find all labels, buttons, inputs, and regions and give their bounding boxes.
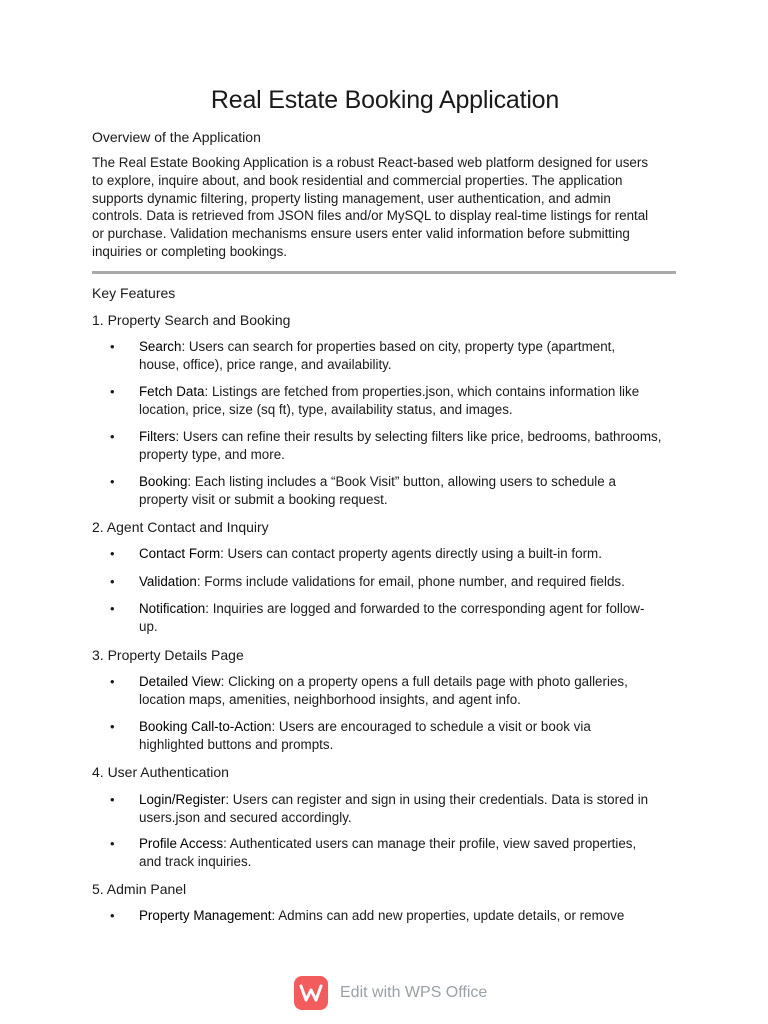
feature-desc: house, office), price range, and availability. (139, 356, 392, 372)
bullet-icon: • (110, 908, 115, 923)
feature-desc: : Users can contact property agents directly using a built-in form. (220, 546, 602, 561)
bullet-icon: • (110, 836, 115, 851)
feature-term: Filters (139, 429, 176, 444)
feature-desc: : Each listing includes a “Book Visit” button, allowing users to schedule a (187, 474, 616, 489)
feature-term: Login/Register (139, 792, 226, 807)
feature-desc: : Users can register and sign in using their credentials. Data is stored in (225, 792, 649, 807)
edit-with-wps-label[interactable]: Edit with WPS Office (340, 984, 488, 1001)
feature-desc: property type, and more. (139, 446, 285, 462)
bullet-icon: • (110, 474, 115, 489)
feature-term: Detailed View (139, 674, 221, 689)
bullet-icon: • (110, 792, 115, 807)
overview-line: to explore, inquire about, and book residential and commercial properties. The application (92, 172, 623, 188)
feature-term: Booking (139, 474, 188, 489)
section-heading: 1. Property Search and Booking (92, 312, 291, 328)
bullet-icon: • (110, 674, 115, 689)
feature-desc: users.json and secured accordingly. (139, 809, 352, 825)
feature-term: Booking Call-to-Action (139, 719, 272, 734)
wps-office-logo-icon (294, 976, 328, 1010)
feature-desc: up. (139, 618, 158, 634)
overview-paragraph (92, 154, 648, 261)
feature-term: Notification (139, 601, 206, 616)
section-heading: 5. Admin Panel (92, 881, 187, 897)
feature-term: Profile Access (139, 836, 224, 851)
overview-line: inquiries or completing bookings. (92, 243, 288, 259)
key-features-heading: Key Features (92, 285, 176, 301)
bullet-icon: • (110, 429, 115, 444)
bullet-icon: • (110, 601, 115, 616)
section-heading: 3. Property Details Page (92, 647, 244, 663)
feature-desc: and track inquiries. (139, 853, 252, 869)
feature-term: Search (139, 339, 182, 354)
document-title: Real Estate Booking Application (210, 86, 560, 114)
section-heading: 2. Agent Contact and Inquiry (92, 519, 269, 535)
bullet-icon: • (110, 574, 115, 589)
bullet-icon: • (110, 546, 115, 561)
feature-desc: : Forms include validations for email, phone number, and required fields. (196, 574, 625, 589)
feature-desc: : Users can search for properties based on city, property type (apartment, (181, 339, 616, 354)
feature-desc: : Authenticated users can manage their profile, view saved properties, (223, 836, 637, 851)
feature-term: Fetch Data (139, 384, 205, 399)
bullet-icon: • (110, 384, 115, 399)
section-heading: 4. User Authentication (92, 764, 229, 780)
feature-desc: : Listings are fetched from properties.json, which contains information like (204, 384, 640, 399)
feature-term: Property Management (139, 908, 272, 923)
overview-heading: Overview of the Application (92, 129, 261, 145)
feature-term: Contact Form (139, 546, 221, 561)
feature-desc: : Admins can add new properties, update details, or remove (271, 908, 625, 923)
feature-desc: property visit or submit a booking request. (139, 491, 388, 507)
feature-desc: location maps, amenities, neighborhood insights, and agent info. (139, 691, 521, 707)
bullet-icon: • (110, 719, 115, 734)
edit-with-wps-banner[interactable] (294, 976, 487, 1010)
overview-line: or purchase. Validation mechanisms ensure users enter valid information before submitting (92, 226, 630, 242)
overview-line: The Real Estate Booking Application is a robust React-based web platform designed for users (92, 155, 649, 170)
horizontal-divider (92, 271, 676, 274)
feature-desc: : Users can refine their results by selecting filters like price, bedrooms, bathrooms, (175, 429, 662, 444)
feature-desc: : Inquiries are logged and forwarded to the corresponding agent for follow- (205, 601, 645, 616)
feature-desc: : Clicking on a property opens a full details page with photo galleries, (220, 674, 628, 689)
wps-w-glyph-icon (299, 983, 323, 1003)
bullet-icon: • (110, 339, 115, 354)
feature-term: Validation (139, 574, 197, 589)
overview-line: controls. Data is retrieved from JSON files and/or MySQL to display real-time listings for rental (92, 208, 649, 224)
feature-desc: highlighted buttons and prompts. (139, 736, 334, 752)
feature-desc: location, price, size (sq ft), type, availability status, and images. (139, 401, 513, 417)
feature-desc: : Users are encouraged to schedule a visit or book via (271, 719, 591, 734)
overview-line: supports dynamic filtering, property listing management, user authentication, and admin (92, 190, 611, 206)
